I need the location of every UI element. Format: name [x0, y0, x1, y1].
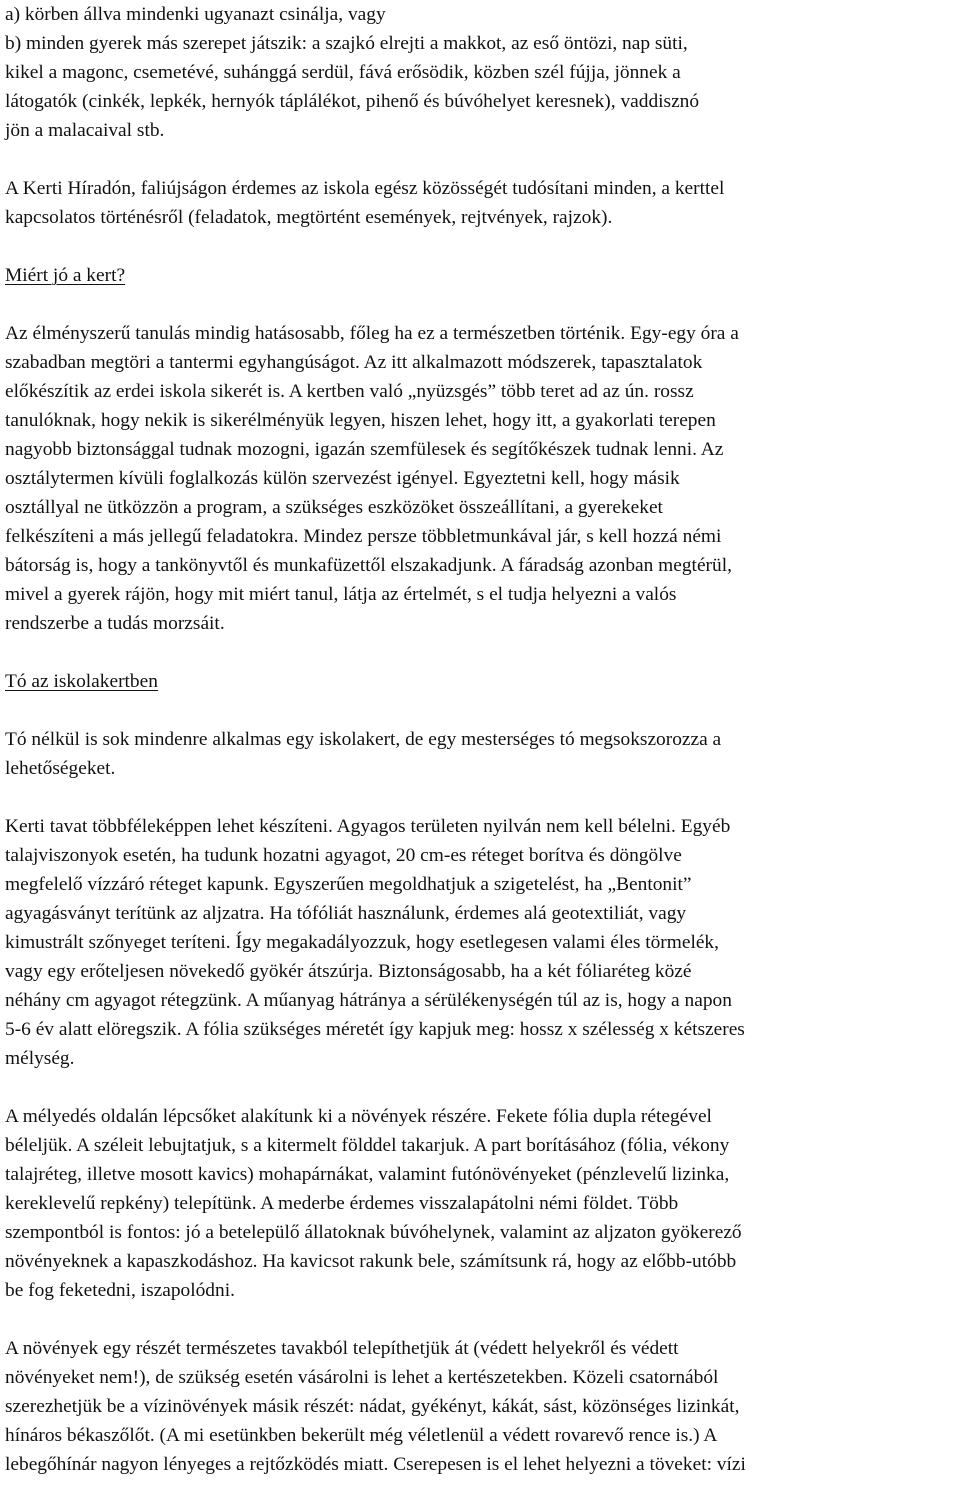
text-line: osztállyal ne ütközzön a program, a szükséges eszközöket összeállítani, a gyerekeket	[5, 497, 663, 518]
section-heading: Miért jó a kert?	[5, 265, 126, 286]
text-line: megfelelő vízzáró réteget kapunk. Egyszerűen megoldhatjuk a szigetelést, ha „Bentonit”	[5, 874, 692, 895]
section-heading-to	[5, 667, 957, 696]
text-line: növényeknek a kapaszkodáshoz. Ha kavicsot rakunk bele, számítsunk rá, hogy az előbb-utóbb	[5, 1251, 737, 1272]
text-line: szerezhetjük be a vízinövények másik részét: nádat, gyékényt, kákát, sást, közönséges lizinkát,	[5, 1396, 740, 1417]
paragraph-gap	[5, 783, 957, 812]
text-line: kimustrált szőnyeget teríteni. Így megakadályozzuk, hogy esetlegesen valami éles törmelék,	[5, 932, 719, 953]
text-line: szabadban megtöri a tantermi egyhangúságot. Az itt alkalmazott módszerek, tapasztalatok	[5, 352, 703, 373]
text-line: A Kerti Híradón, faliújságon érdemes az iskola egész közösségét tudósítani minden, a kerttel	[5, 178, 725, 199]
to-intro-paragraph	[5, 725, 957, 783]
document-page	[5, 0, 957, 1479]
text-line: Tó nélkül is sok mindenre alkalmas egy iskolakert, de egy mesterséges tó megsokszorozza a	[5, 729, 722, 750]
text-line: osztálytermen kívüli foglalkozás külön szervezést igényel. Egyeztetni kell, hogy másik	[5, 468, 680, 489]
text-line: szempontból is fontos: jó a betelepülő állatoknak búvóhelynek, valamint az aljzaton gyökerező	[5, 1222, 742, 1243]
section-heading: Tó az iskolakertben	[5, 671, 158, 692]
text-line: néhány cm agyagot rétegzünk. A műanyag hátránya a sérülékenységén túl az is, hogy a napon	[5, 990, 732, 1011]
paragraph-gap	[5, 232, 957, 261]
text-line: növényeket nem!), de szükség esetén vásárolni is lehet a kertészetekben. Közeli csatornából	[5, 1367, 719, 1388]
melyedes-paragraph	[5, 1102, 957, 1305]
miert-paragraph	[5, 319, 957, 638]
text-line: 5-6 év alatt elöregszik. A fólia szükséges méretét így kapjuk meg: hossz x szélesség x kétszeres	[5, 1019, 745, 1040]
text-line: lebegőhínár nagyon lényeges a rejtőzködés miatt. Cserepesen is el lehet helyezni a töveket: vízi	[5, 1454, 746, 1475]
text-line: talajviszonyok esetén, ha tudunk hozatni agyagot, 20 cm-es réteget borítva és döngölve	[5, 845, 682, 866]
text-line: előkészítik az erdei iskola sikerét is. A kertben való „nyüzsgés” több teret ad az ún. rossz	[5, 381, 694, 402]
novenyek-paragraph	[5, 1334, 957, 1479]
text-line: rendszerbe a tudás morzsáit.	[5, 613, 225, 634]
paragraph-gap	[5, 638, 957, 667]
intro-paragraph	[5, 0, 957, 145]
text-line: bátorság is, hogy a tankönyvtől és munkafüzettől elszakadjunk. A fáradság azonban megtérül,	[5, 555, 732, 576]
text-line: kapcsolatos történésről (feladatok, megtörtént események, rejtvények, rajzok).	[5, 207, 613, 228]
text-line: jön a malacaival stb.	[5, 120, 165, 141]
text-line: vagy egy erőteljesen növekedő gyökér átszúrja. Biztonságosabb, ha a két fóliaréteg közé	[5, 961, 692, 982]
kerti-hiradon-paragraph	[5, 174, 957, 232]
text-line: felkészíteni a más jellegű feladatokra. Mindez persze többletmunkával jár, s kell hozzá némi	[5, 526, 722, 547]
text-line: béleljük. A széleit lebujtatjuk, s a kitermelt földdel takarjuk. A part borításához (fólia, vékony	[5, 1135, 730, 1156]
paragraph-gap	[5, 290, 957, 319]
text-line: tanulóknak, hogy nekik is sikerélményük legyen, hiszen lehet, hogy itt, a gyakorlati terepen	[5, 410, 716, 431]
text-line: látogatók (cinkék, lepkék, hernyók táplálékot, pihenő és búvóhelyet keresnek), vaddisznó	[5, 91, 700, 112]
text-line: a) körben állva mindenki ugyanazt csinálja, vagy	[5, 4, 386, 25]
paragraph-gap	[5, 145, 957, 174]
paragraph-gap	[5, 696, 957, 725]
text-line: b) minden gyerek más szerepet játszik: a szajkó elrejti a makkot, az eső öntözi, nap süti,	[5, 33, 688, 54]
text-line: kikel a magonc, csemetévé, suhánggá serdül, fává erősödik, közben szél fújja, jönnek a	[5, 62, 681, 83]
text-line: mélység.	[5, 1048, 75, 1069]
text-line: A növények egy részét természetes tavakból telepíthetjük át (védett helyekről és védett	[5, 1338, 679, 1359]
section-heading-miert	[5, 261, 957, 290]
text-line: lehetőségeket.	[5, 758, 116, 779]
text-line: nagyobb biztonsággal tudnak mozogni, igazán szemfülesek és segítőkészek tudnak lenni. Az	[5, 439, 724, 460]
text-line: be fog feketedni, iszapolódni.	[5, 1280, 235, 1301]
text-line: talajréteg, illetve mosott kavics) mohapárnákat, valamint futónövényeket (pénzlevelű lizinka,	[5, 1164, 730, 1185]
paragraph-gap	[5, 1305, 957, 1334]
text-line: hínáros békaszőlőt. (A mi esetünkben bekerült még véletlenül a védett rovarevő rence is.) A	[5, 1425, 718, 1446]
paragraph-gap	[5, 1073, 957, 1102]
text-line: agyagásványt terítünk az aljzatra. Ha tófóliát használunk, érdemes alá geotextiliát, vagy	[5, 903, 687, 924]
text-line: kereklevelű repkény) telepítünk. A mederbe érdemes visszalapátolni némi földet. Több	[5, 1193, 679, 1214]
text-line: A mélyedés oldalán lépcsőket alakítunk ki a növények részére. Fekete fólia dupla rétegével	[5, 1106, 712, 1127]
text-line: Kerti tavat többféleképpen lehet készíteni. Agyagos területen nyilván nem kell bélelni. Egyéb	[5, 816, 731, 837]
kerti-tavat-paragraph	[5, 812, 957, 1073]
text-line: Az élményszerű tanulás mindig hatásosabb, főleg ha ez a természetben történik. Egy-egy óra a	[5, 323, 739, 344]
text-line: mivel a gyerek rájön, hogy mit miért tanul, látja az értelmét, s el tudja helyezni a valós	[5, 584, 677, 605]
